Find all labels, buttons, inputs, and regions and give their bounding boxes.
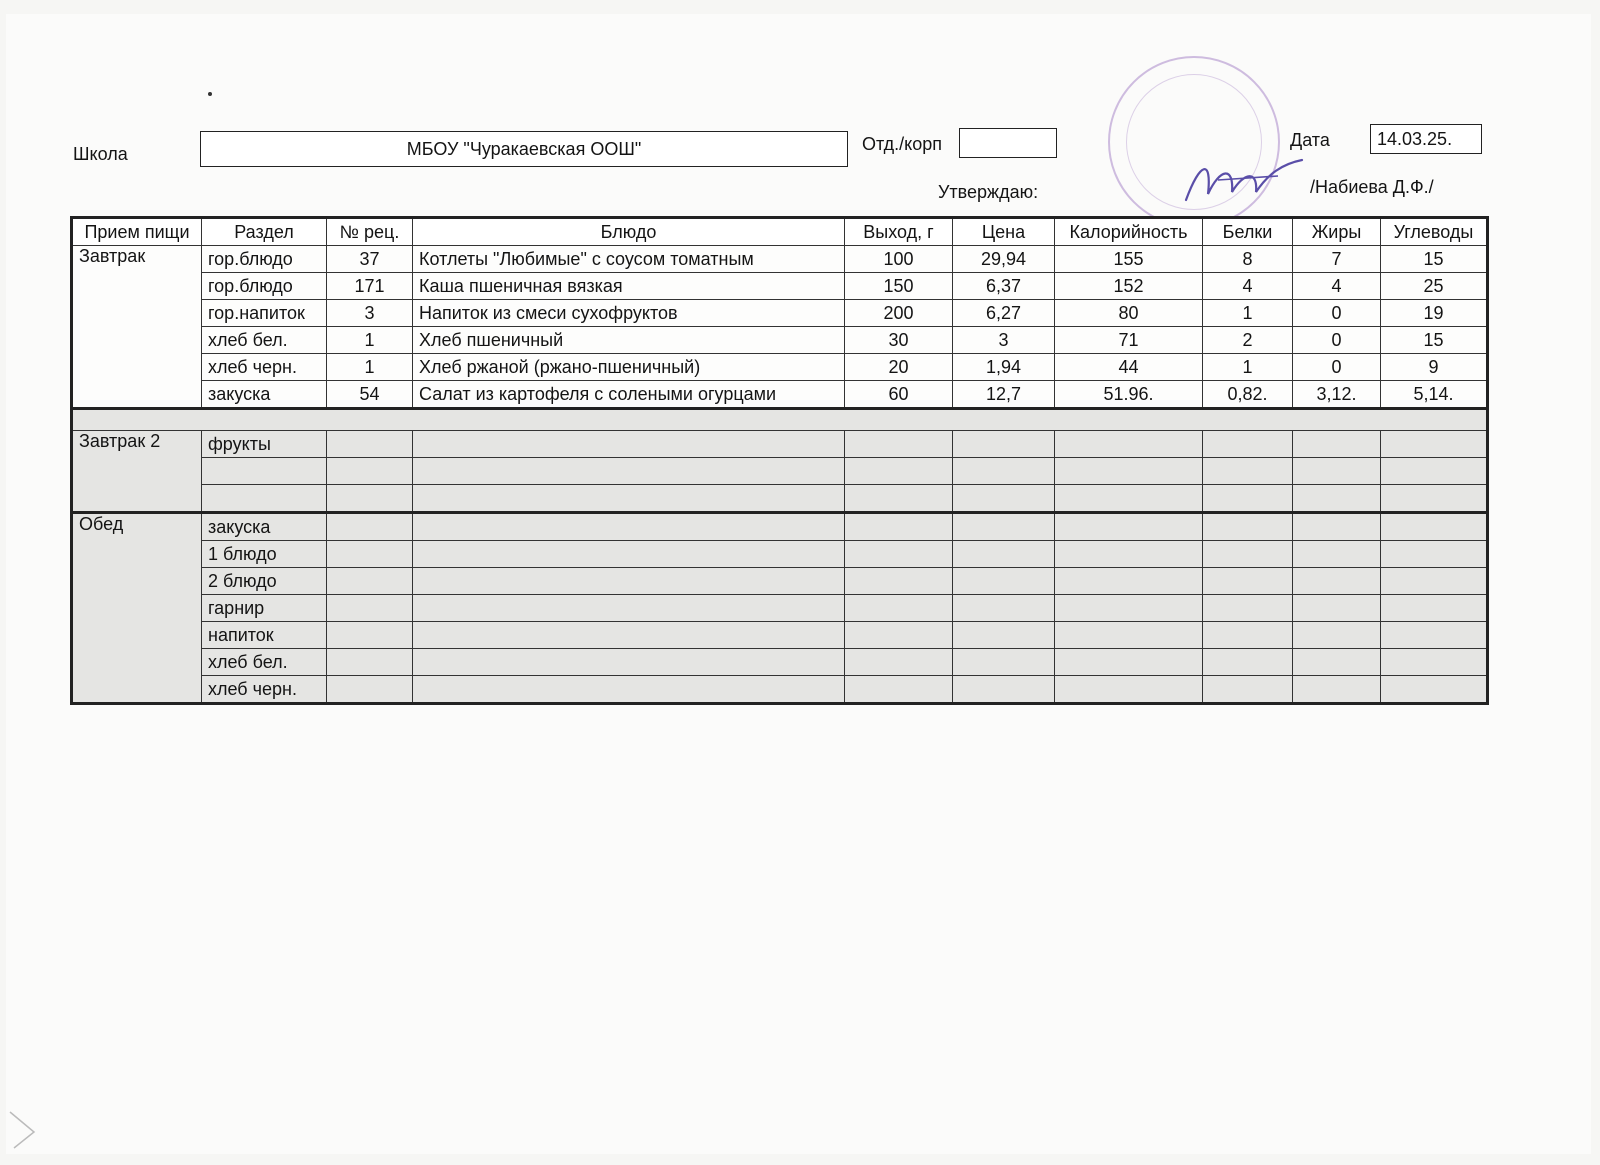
calories-cell: 152 xyxy=(1055,273,1203,300)
empty-cell xyxy=(1381,568,1488,595)
table-row xyxy=(72,327,1488,354)
calories-cell: 71 xyxy=(1055,327,1203,354)
column-header: Калорийность xyxy=(1055,218,1203,246)
yield-cell: 200 xyxy=(845,300,953,327)
recipe-cell: 171 xyxy=(327,273,413,300)
empty-cell xyxy=(1203,458,1293,485)
empty-cell xyxy=(413,649,845,676)
carbs-cell: 25 xyxy=(1381,273,1488,300)
empty-cell xyxy=(1293,676,1381,704)
empty-cell xyxy=(1055,595,1203,622)
empty-cell xyxy=(953,649,1055,676)
empty-cell xyxy=(953,513,1055,541)
fat-cell: 0 xyxy=(1293,354,1381,381)
empty-cell xyxy=(327,568,413,595)
meal-label-lunch: Обед xyxy=(72,513,202,704)
empty-cell xyxy=(1203,676,1293,704)
empty-cell xyxy=(845,431,953,458)
date-field: 14.03.25. xyxy=(1370,124,1482,154)
empty-cell xyxy=(1055,649,1203,676)
dish-cell: Напиток из смеси сухофруктов xyxy=(413,300,845,327)
column-header: Раздел xyxy=(202,218,327,246)
table-row xyxy=(72,676,1488,704)
dish-cell: Хлеб пшеничный xyxy=(413,327,845,354)
empty-cell xyxy=(1381,649,1488,676)
protein-cell: 2 xyxy=(1203,327,1293,354)
empty-cell xyxy=(327,431,413,458)
section-cell: 2 блюдо xyxy=(202,568,327,595)
empty-cell xyxy=(1293,649,1381,676)
empty-cell xyxy=(327,513,413,541)
empty-cell xyxy=(1055,458,1203,485)
empty-cell xyxy=(1293,485,1381,513)
calories-cell: 44 xyxy=(1055,354,1203,381)
fat-cell: 4 xyxy=(1293,273,1381,300)
section-cell: 1 блюдо xyxy=(202,541,327,568)
section-cell: гор.блюдо xyxy=(202,273,327,300)
empty-cell xyxy=(1055,431,1203,458)
carbs-cell: 5,14. xyxy=(1381,381,1488,409)
page-corner-mark xyxy=(8,1110,38,1150)
carbs-cell: 9 xyxy=(1381,354,1488,381)
empty-cell xyxy=(327,595,413,622)
yield-cell: 60 xyxy=(845,381,953,409)
empty-cell xyxy=(845,595,953,622)
empty-cell xyxy=(1381,541,1488,568)
empty-cell xyxy=(845,649,953,676)
section-cell: гор.напиток xyxy=(202,300,327,327)
column-header: № рец. xyxy=(327,218,413,246)
empty-cell xyxy=(953,458,1055,485)
empty-cell xyxy=(1203,485,1293,513)
column-header: Жиры xyxy=(1293,218,1381,246)
empty-cell xyxy=(327,485,413,513)
section-cell: закуска xyxy=(202,513,327,541)
ink-speck xyxy=(208,92,212,96)
carbs-cell: 15 xyxy=(1381,327,1488,354)
table-row xyxy=(72,485,1488,513)
section-cell: гарнир xyxy=(202,595,327,622)
empty-cell xyxy=(1203,431,1293,458)
empty-cell xyxy=(845,568,953,595)
date-label: Дата xyxy=(1290,130,1330,150)
yield-cell: 30 xyxy=(845,327,953,354)
school-label: Школа xyxy=(73,144,128,164)
empty-cell xyxy=(327,622,413,649)
empty-cell xyxy=(845,513,953,541)
fat-cell: 7 xyxy=(1293,246,1381,273)
empty-cell xyxy=(1203,541,1293,568)
empty-cell xyxy=(953,485,1055,513)
table-row xyxy=(72,381,1488,409)
section-cell: фрукты xyxy=(202,431,327,458)
empty-cell xyxy=(413,431,845,458)
recipe-cell: 1 xyxy=(327,327,413,354)
signature-mark xyxy=(1178,150,1308,210)
yield-cell: 150 xyxy=(845,273,953,300)
protein-cell: 1 xyxy=(1203,354,1293,381)
empty-cell xyxy=(845,676,953,704)
empty-cell xyxy=(1203,513,1293,541)
recipe-cell: 37 xyxy=(327,246,413,273)
empty-cell xyxy=(413,595,845,622)
price-cell: 6,37 xyxy=(953,273,1055,300)
empty-cell xyxy=(413,458,845,485)
empty-cell xyxy=(1293,541,1381,568)
empty-cell xyxy=(1293,431,1381,458)
empty-cell xyxy=(413,485,845,513)
empty-cell xyxy=(413,541,845,568)
protein-cell: 8 xyxy=(1203,246,1293,273)
recipe-cell: 3 xyxy=(327,300,413,327)
column-header: Белки xyxy=(1203,218,1293,246)
empty-cell xyxy=(953,595,1055,622)
table-header-row xyxy=(72,218,1488,246)
empty-cell xyxy=(327,676,413,704)
dish-cell: Хлеб ржаной (ржано-пшеничный) xyxy=(413,354,845,381)
empty-cell xyxy=(845,458,953,485)
empty-cell xyxy=(953,568,1055,595)
column-header: Выход, г xyxy=(845,218,953,246)
empty-cell xyxy=(1381,485,1488,513)
section-cell: хлеб черн. xyxy=(202,354,327,381)
empty-cell xyxy=(1203,622,1293,649)
empty-cell xyxy=(1381,458,1488,485)
empty-cell xyxy=(1293,622,1381,649)
protein-cell: 1 xyxy=(1203,300,1293,327)
approve-label: Утверждаю: xyxy=(938,182,1039,202)
dept-label: Отд./корп xyxy=(862,134,942,154)
empty-cell xyxy=(202,485,327,513)
price-cell: 29,94 xyxy=(953,246,1055,273)
empty-cell xyxy=(1203,595,1293,622)
section-cell: хлеб черн. xyxy=(202,676,327,704)
table-row xyxy=(72,300,1488,327)
column-header: Блюдо xyxy=(413,218,845,246)
carbs-cell: 15 xyxy=(1381,246,1488,273)
yield-cell: 100 xyxy=(845,246,953,273)
empty-cell xyxy=(1381,676,1488,704)
section-cell: хлеб бел. xyxy=(202,649,327,676)
table-row xyxy=(72,595,1488,622)
recipe-cell: 54 xyxy=(327,381,413,409)
empty-cell xyxy=(953,622,1055,649)
empty-cell xyxy=(1055,622,1203,649)
calories-cell: 51.96. xyxy=(1055,381,1203,409)
fat-cell: 0 xyxy=(1293,300,1381,327)
calories-cell: 80 xyxy=(1055,300,1203,327)
empty-cell xyxy=(953,541,1055,568)
recipe-cell: 1 xyxy=(327,354,413,381)
column-header: Цена xyxy=(953,218,1055,246)
price-cell: 12,7 xyxy=(953,381,1055,409)
empty-cell xyxy=(413,676,845,704)
empty-cell xyxy=(202,458,327,485)
empty-cell xyxy=(72,409,1488,431)
table-row xyxy=(72,431,1488,458)
empty-cell xyxy=(1381,431,1488,458)
fat-cell: 0 xyxy=(1293,327,1381,354)
yield-cell: 20 xyxy=(845,354,953,381)
empty-cell xyxy=(413,513,845,541)
empty-cell xyxy=(327,458,413,485)
table-row xyxy=(72,568,1488,595)
empty-cell xyxy=(1293,568,1381,595)
empty-cell xyxy=(1293,458,1381,485)
empty-cell xyxy=(1055,485,1203,513)
empty-cell xyxy=(1055,541,1203,568)
carbs-cell: 19 xyxy=(1381,300,1488,327)
meal-label-breakfast2: Завтрак 2 xyxy=(72,431,202,513)
meal-label-breakfast: Завтрак xyxy=(72,246,202,409)
empty-cell xyxy=(1055,676,1203,704)
section-cell: хлеб бел. xyxy=(202,327,327,354)
protein-cell: 4 xyxy=(1203,273,1293,300)
dish-cell: Салат из картофеля с солеными огурцами xyxy=(413,381,845,409)
empty-cell xyxy=(1055,513,1203,541)
menu-table xyxy=(70,216,1489,705)
empty-cell xyxy=(327,541,413,568)
section-cell: закуска xyxy=(202,381,327,409)
empty-cell xyxy=(413,622,845,649)
column-header: Прием пищи xyxy=(72,218,202,246)
empty-cell xyxy=(845,485,953,513)
dish-cell: Котлеты "Любимые" с соусом томатным xyxy=(413,246,845,273)
table-row xyxy=(72,622,1488,649)
empty-cell xyxy=(1055,568,1203,595)
price-cell: 1,94 xyxy=(953,354,1055,381)
calories-cell: 155 xyxy=(1055,246,1203,273)
table-row xyxy=(72,409,1488,431)
empty-cell xyxy=(1203,649,1293,676)
empty-cell xyxy=(953,676,1055,704)
table-row xyxy=(72,354,1488,381)
table-row xyxy=(72,541,1488,568)
empty-cell xyxy=(1203,568,1293,595)
empty-cell xyxy=(327,649,413,676)
empty-cell xyxy=(1381,622,1488,649)
table-row xyxy=(72,513,1488,541)
approver-name: /Набиева Д.Ф./ xyxy=(1310,177,1434,197)
table-row xyxy=(72,273,1488,300)
dish-cell: Каша пшеничная вязкая xyxy=(413,273,845,300)
fat-cell: 3,12. xyxy=(1293,381,1381,409)
empty-cell xyxy=(1293,513,1381,541)
table-row xyxy=(72,246,1488,273)
empty-cell xyxy=(413,568,845,595)
school-name-field: МБОУ "Чуракаевская ООШ" xyxy=(200,131,848,167)
empty-cell xyxy=(1381,595,1488,622)
column-header: Углеводы xyxy=(1381,218,1488,246)
protein-cell: 0,82. xyxy=(1203,381,1293,409)
table-row xyxy=(72,649,1488,676)
empty-cell xyxy=(845,622,953,649)
table-row xyxy=(72,458,1488,485)
price-cell: 3 xyxy=(953,327,1055,354)
dept-field xyxy=(959,128,1057,158)
empty-cell xyxy=(953,431,1055,458)
empty-cell xyxy=(1381,513,1488,541)
section-cell: напиток xyxy=(202,622,327,649)
price-cell: 6,27 xyxy=(953,300,1055,327)
empty-cell xyxy=(845,541,953,568)
section-cell: гор.блюдо xyxy=(202,246,327,273)
empty-cell xyxy=(1293,595,1381,622)
